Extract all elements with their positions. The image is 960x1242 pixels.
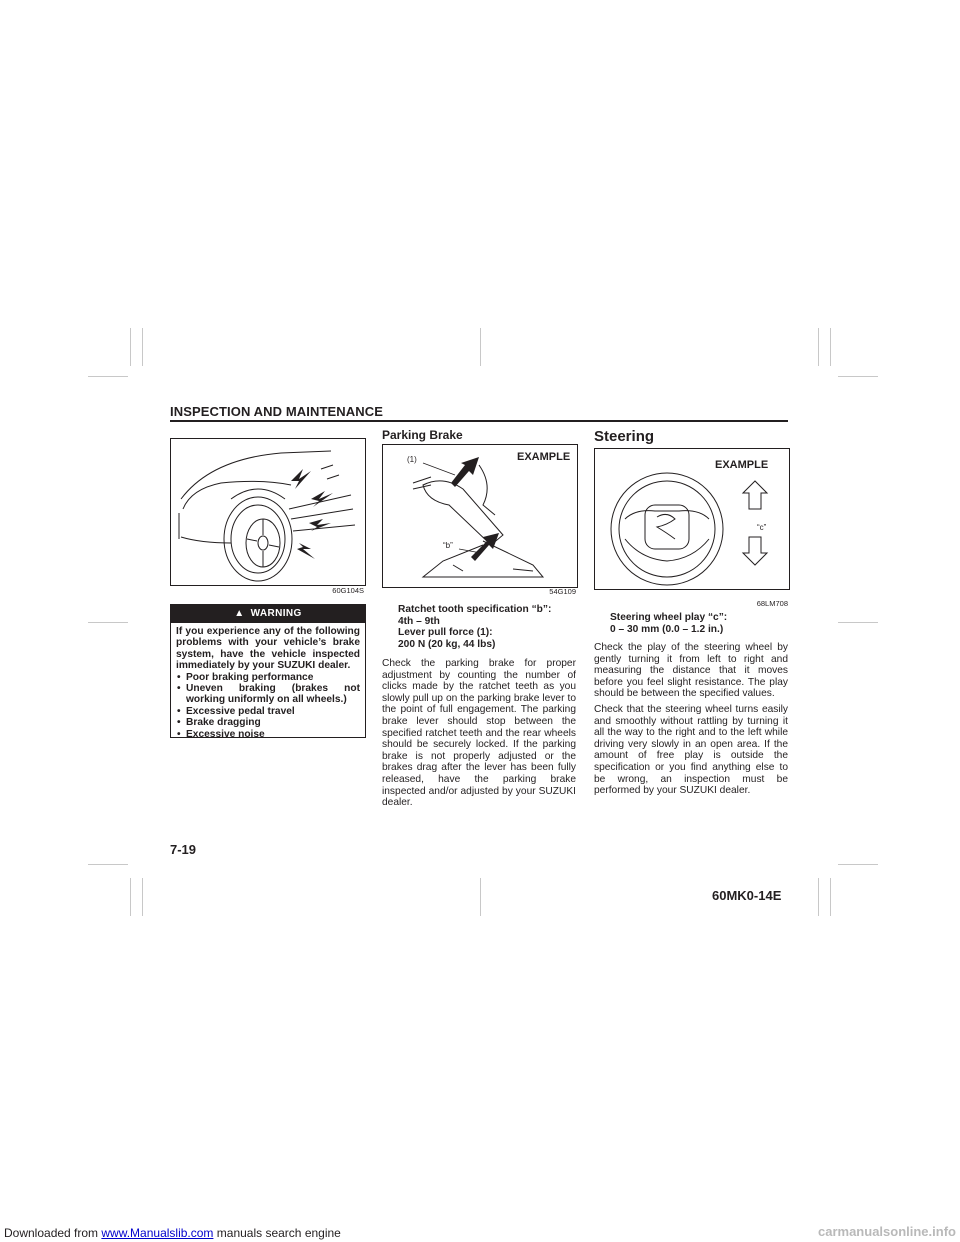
- source-suffix: manuals search engine: [213, 1226, 341, 1240]
- header-rule: [170, 420, 788, 422]
- paragraph: Check the parking brake for proper adjustment by counting the number of clicks made by the ratchet teeth as you slowly pull up on the parking brake lever to the point of full engagement. The parking brake lever should stop between the specified ratchet teeth and the rear wheels should be securely locked. If the parking brake is not properly adjusted or the brakes drag after the lever has been fully released, have the parking brake inspected and/or adjusted by your SUZUKI dealer.: [382, 658, 576, 809]
- steering-body: [594, 642, 788, 801]
- figure-code: 60G104S: [332, 586, 364, 595]
- steering-illustration: [594, 448, 790, 590]
- source-prefix: Downloaded from: [4, 1226, 102, 1240]
- page-number: 7-19: [170, 842, 197, 857]
- warning-list: [176, 672, 360, 740]
- parking-brake-illustration: [382, 444, 578, 588]
- warning-item: • Poor braking performance: [176, 672, 360, 683]
- warning-heading: WARNING: [250, 608, 302, 619]
- paragraph: Check that the steering wheel turns easily and smoothly without rattling by turning it all the way to the right and to the left while driving very slowly in an open area. If the amount of free play is outside the specification or you find anything else to be wrong, an inspection must be performed by your SUZUKI dealer.: [594, 703, 788, 797]
- callout-1: (1): [407, 455, 417, 464]
- spec-line: Ratchet tooth specification “b”:: [398, 604, 552, 615]
- running-head: INSPECTION AND MAINTENANCE: [170, 404, 384, 419]
- figure-label: EXAMPLE: [517, 451, 571, 463]
- spec-line: 0 – 30 mm (0.0 – 1.2 in.): [610, 623, 724, 635]
- warning-triangle-icon: ▲: [234, 608, 245, 619]
- parking-brake-lever-icon: [383, 445, 577, 587]
- spec-line: Lever pull force (1):: [398, 627, 493, 639]
- spec-line: 200 N (20 kg, 44 lbs): [398, 638, 496, 650]
- manualslib-link[interactable]: www.Manualslib.com: [101, 1226, 214, 1240]
- warning-item: • Uneven braking (brakes not working uniformly on all wheels.): [176, 683, 360, 706]
- parking-brake-spec: [398, 604, 576, 650]
- car-wheel-icon: [171, 439, 365, 585]
- warning-item: • Excessive pedal travel: [176, 706, 360, 717]
- warning-item: • Brake dragging: [176, 717, 360, 728]
- steering-spec: [610, 612, 788, 635]
- figure-code: 68LM708: [756, 599, 788, 608]
- warning-intro: If you experience any of the following problems with your vehicle’s brake system, have the vehicle inspected immediately by your SUZUKI dealer.: [176, 626, 360, 672]
- document-code: 60MK0-14E: [712, 888, 782, 903]
- warning-body: [171, 623, 365, 740]
- steering-title: Steering: [594, 428, 655, 445]
- callout-c: “c”: [757, 523, 767, 532]
- figure-code: 54G109: [549, 587, 576, 596]
- warning-header: [171, 605, 365, 623]
- warning-item: • Excessive noise: [176, 729, 360, 740]
- spec-line: 4th – 9th: [398, 615, 440, 627]
- paragraph: Check the play of the steering wheel by gently turning it from left to right and measuring the distance that it moves before you feel slight resistance. The play should be between the specified values.: [594, 642, 788, 700]
- spec-line: Steering wheel play “c”:: [610, 612, 728, 623]
- brake-noise-illustration: [170, 438, 366, 586]
- site-watermark: carmanualsonline.info: [818, 1224, 956, 1239]
- callout-b: “b”: [443, 541, 453, 550]
- parking-brake-body: [382, 658, 576, 813]
- parking-brake-title: Parking Brake: [382, 428, 463, 442]
- warning-box: [170, 604, 366, 738]
- figure-label: EXAMPLE: [715, 459, 769, 471]
- source-line: [4, 1226, 341, 1240]
